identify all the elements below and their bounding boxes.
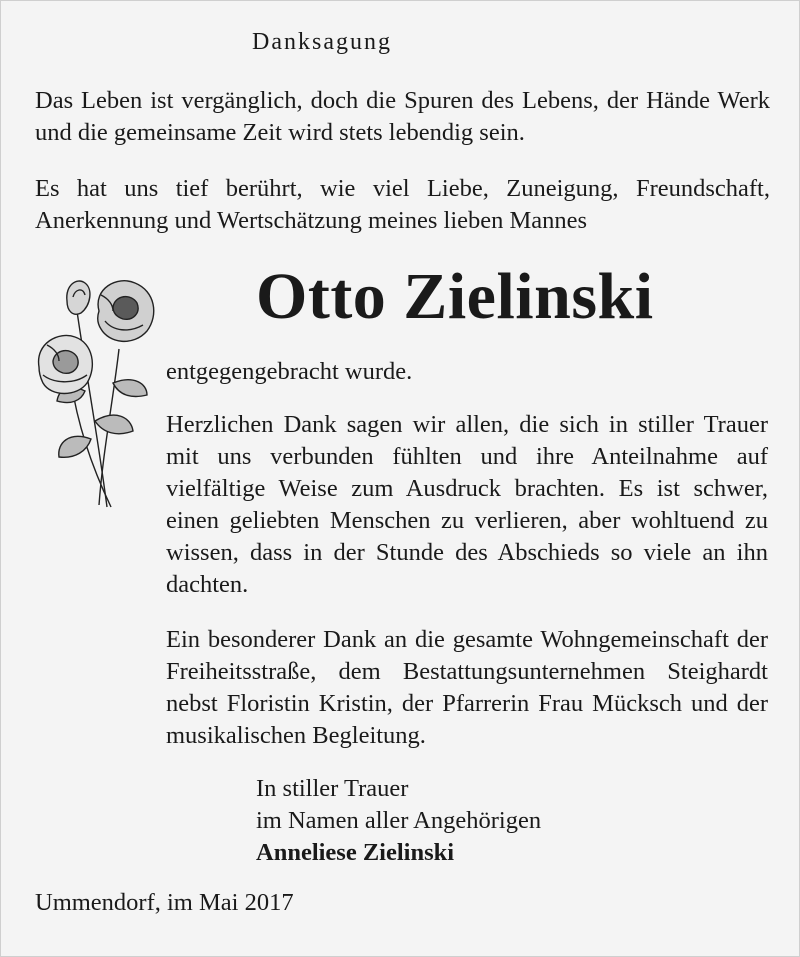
deceased-name: Otto Zielinski <box>256 260 654 333</box>
special-thanks-paragraph: Ein besonderer Dank an die gesamte Wohngemeinschaft der Freiheitsstraße, dem Bestattungsunternehmen Steighardt nebst Floristin Kristin, der Pfarrerin Frau Mücksch und der musikalischen Begleitung. <box>166 626 768 749</box>
heading: Danksagung <box>252 29 392 55</box>
roses-icon <box>29 271 169 511</box>
intro-paragraph: Es hat uns tief berührt, wie viel Liebe, Zuneigung, Freundschaft, Anerkennung und Wertschätzung meines lieben Mannes <box>35 175 770 234</box>
opening-paragraph: Das Leben ist vergänglich, doch die Spuren des Lebens, der Hände Werk und die gemeinsame Zeit wird stets lebendig sein. <box>35 87 770 146</box>
place-date: Ummendorf, im Mai 2017 <box>35 889 294 916</box>
signature-line-1: In stiller Trauer <box>256 775 409 802</box>
signature-name: Anneliese Zielinski <box>256 839 455 866</box>
signature-block <box>256 773 541 869</box>
continuation-text: entgegengebracht wurde. <box>166 358 413 385</box>
thanks-paragraph: Herzlichen Dank sagen wir allen, die sich in stiller Trauer mit uns verbunden fühlten und ihre Anteilnahme auf vielfältige Weise zum Ausdruck brachten. Es ist schwer, einen geliebten Menschen zu verlieren, aber wohltuend zu wissen, dass in der Stunde des Abschieds so viele an ihn dachten. <box>166 411 768 598</box>
signature-line-2: im Namen aller Angehörigen <box>256 807 542 834</box>
